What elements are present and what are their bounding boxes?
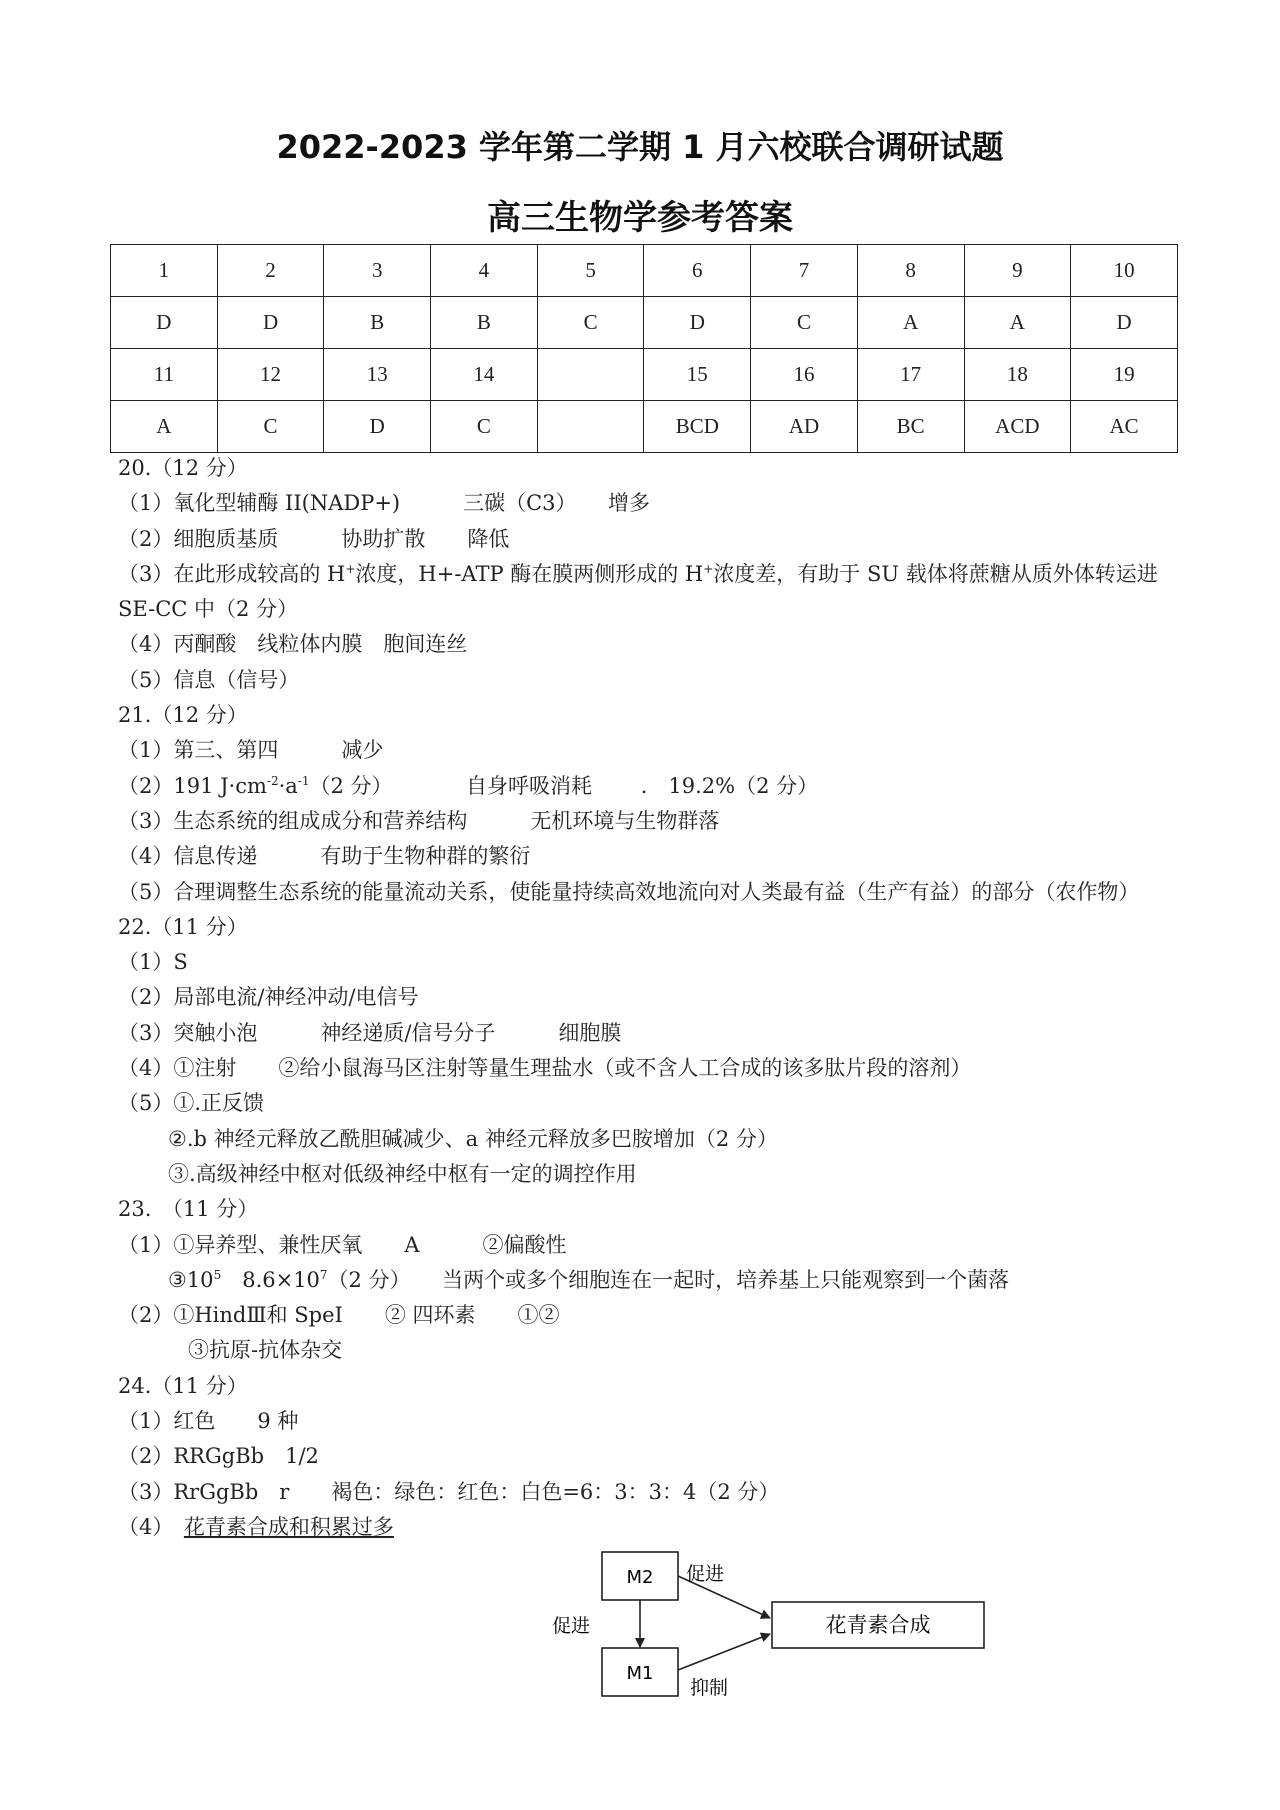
q24-answer-4-label: （4）: [118, 1514, 184, 1539]
regulation-diagram: [552, 1552, 1000, 1702]
table-cell: 16: [751, 349, 858, 401]
q21-answer-3: （3）生态系统的组成成分和营养结构 无机环境与生物群落: [118, 808, 720, 833]
q22-answer-4: （4）①注射 ②给小鼠海马区注射等量生理盐水（或不含人工合成的该多肽片段的溶剂）: [118, 1056, 972, 1081]
q24-answer-4: [118, 1510, 1178, 1545]
superscript: -1: [297, 773, 310, 788]
table-cell: ACD: [964, 401, 1071, 453]
table-cell: C: [431, 401, 538, 453]
table-cell: 7: [751, 245, 858, 297]
q21-answer-1: （1）第三、第四 减少: [118, 738, 384, 763]
superscript: 7: [319, 1267, 328, 1282]
table-cell: BC: [857, 401, 964, 453]
superscript: +: [703, 561, 714, 576]
q22-answer-2: （2）局部电流/神经冲动/电信号: [118, 985, 419, 1010]
q24-answer-2: （2）RRGgBb 1/2: [118, 1444, 319, 1469]
table-cell: AD: [751, 401, 858, 453]
q20-answer-3-part: 浓度，H+-ATP 酶在膜两侧形成的 H: [355, 561, 704, 586]
table-cell: C: [217, 401, 324, 453]
table-cell: 4: [431, 245, 538, 297]
table-cell: D: [324, 401, 431, 453]
q22-answer-5: （5）①.正反馈: [118, 1091, 265, 1116]
table-cell: D: [644, 297, 751, 349]
table-cell: A: [111, 401, 218, 453]
question-22-heading: 22.（11 分）: [118, 914, 248, 939]
table-row: [111, 349, 1178, 401]
answer-content: [118, 451, 1178, 1545]
superscript: -2: [266, 773, 279, 788]
q23-answer-2-part: 8.6×10: [221, 1267, 320, 1292]
q21-answer-2-part: （2）191 J·cm: [118, 773, 267, 798]
table-cell: 11: [111, 349, 218, 401]
table-cell: AC: [1071, 401, 1178, 453]
table-cell: 3: [324, 245, 431, 297]
q22-answer-3: （3）突触小泡 神经递质/信号分子 细胞膜: [118, 1020, 622, 1045]
q21-answer-5: （5）合理调整生态系统的能量流动关系，使能量持续高效地流向对人类最有益（生产有益）的部分（农作物）: [118, 879, 1140, 904]
table-cell: A: [964, 297, 1071, 349]
superscript: +: [345, 561, 356, 576]
table-cell: [537, 401, 644, 453]
q20-answer-2: （2）细胞质基质 协助扩散 降低: [118, 526, 510, 551]
q21-answer-2-part: ·a: [278, 773, 298, 798]
table-cell: 15: [644, 349, 751, 401]
table-cell: C: [537, 297, 644, 349]
q20-answer-3-part: 浓度差，有助于 SU 载体将蔗糖从质外体转运进 SE-CC 中（2 分）: [118, 561, 1158, 622]
table-cell: [537, 349, 644, 401]
table-cell: D: [1071, 297, 1178, 349]
table-cell: 19: [1071, 349, 1178, 401]
table-cell: 13: [324, 349, 431, 401]
table-row: [111, 401, 1178, 453]
table-cell: 12: [217, 349, 324, 401]
q21-answer-2-part: （2 分） 自身呼吸消耗 . 19.2%（2 分）: [309, 773, 819, 798]
table-cell: D: [111, 297, 218, 349]
q23-answer-2-part: （2 分） 当两个或多个细胞连在一起时，培养基上只能观察到一个菌落: [327, 1267, 1010, 1292]
table-cell: B: [324, 297, 431, 349]
q21-answer-2: [118, 769, 1178, 804]
table-cell: 5: [537, 245, 644, 297]
question-20-heading: 20.（12 分）: [118, 456, 248, 480]
q20-answer-3: [118, 557, 1178, 628]
table-cell: 10: [1071, 245, 1178, 297]
anthocyanin-label: 花青素合成: [825, 1613, 931, 1637]
question-24-heading: 24.（11 分）: [118, 1373, 248, 1398]
q20-answer-3-part: （3）在此形成较高的 H: [118, 561, 346, 586]
table-cell: B: [431, 297, 538, 349]
q22-answer-6: ②.b 神经元释放乙酰胆碱减少、a 神经元释放多巴胺增加（2 分）: [168, 1126, 778, 1151]
q24-answer-1: （1）红色 9 种: [118, 1409, 299, 1434]
inhibit-label: 抑制: [690, 1677, 729, 1699]
table-cell: 18: [964, 349, 1071, 401]
table-cell: 14: [431, 349, 538, 401]
q20-answer-5: （5）信息（信号）: [118, 667, 300, 692]
table-cell: 1: [111, 245, 218, 297]
table-row: [111, 297, 1178, 349]
q23-answer-2-part: ③10: [168, 1267, 214, 1292]
q20-answer-4: （4）丙酮酸 线粒体内膜 胞间连丝: [118, 632, 468, 657]
q22-answer-7: ③.高级神经中枢对低级神经中枢有一定的调控作用: [168, 1161, 637, 1186]
promote-label-left: 促进: [552, 1615, 591, 1637]
q23-answer-4: ③抗原-抗体杂交: [188, 1338, 343, 1363]
m1-label: M1: [626, 1663, 654, 1684]
inhibit-arrow-m1-target: [678, 1634, 770, 1670]
q23-answer-1: （1）①异养型、兼性厌氧 A ②偏酸性: [118, 1232, 567, 1257]
table-cell: 17: [857, 349, 964, 401]
answer-table: [110, 244, 1178, 453]
q20-answer-1: （1）氧化型辅酶 II(NADP+) 三碳（C3） 增多: [118, 491, 651, 516]
question-21-heading: 21.（12 分）: [118, 703, 248, 728]
table-cell: C: [751, 297, 858, 349]
page-subtitle: 高三生物学参考答案: [487, 198, 793, 238]
question-23-heading: 23. （11 分）: [118, 1197, 259, 1222]
promote-label-top: 促进: [686, 1563, 725, 1585]
table-cell: 9: [964, 245, 1071, 297]
table-cell: 6: [644, 245, 751, 297]
table-cell: 2: [217, 245, 324, 297]
q23-answer-3: （2）①HindⅢ和 SpeⅠ ② 四环素 ①②: [118, 1303, 560, 1328]
m2-label: M2: [626, 1567, 654, 1588]
q21-answer-4: （4）信息传递 有助于生物种群的繁衍: [118, 844, 531, 869]
table-row: [111, 245, 1178, 297]
q22-answer-1: （1）S: [118, 950, 188, 975]
table-cell: BCD: [644, 401, 751, 453]
q24-answer-4-underlined: 花青素合成和积累过多: [183, 1514, 394, 1539]
superscript: 5: [213, 1267, 222, 1282]
q23-answer-2: [118, 1263, 1178, 1298]
table-cell: A: [857, 297, 964, 349]
table-cell: 8: [857, 245, 964, 297]
table-cell: D: [217, 297, 324, 349]
page-title: 2022-2023 学年第二学期 1 月六校联合调研试题: [276, 128, 1004, 166]
q24-answer-3: （3）RrGgBb r 褐色：绿色：红色：白色=6：3：3：4（2 分）: [118, 1479, 780, 1504]
